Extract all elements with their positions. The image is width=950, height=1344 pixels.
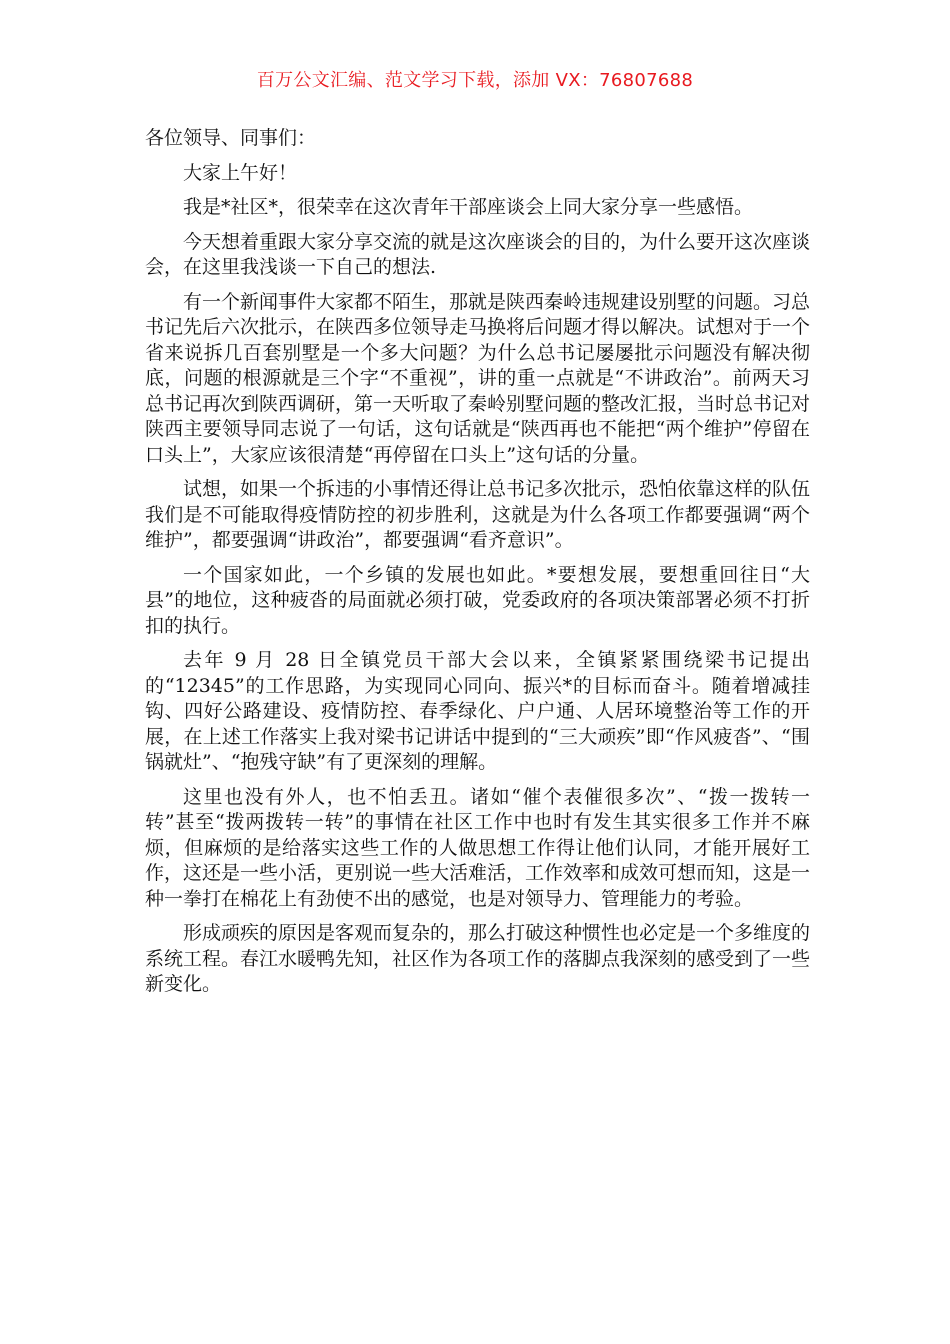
paragraph-work-problems: 这里也没有外人，也不怕丢丑。诸如“催个表催很多次”、“拨一拨转一转”甚至“拨两拨转一转”的事情在社区工作中也时有发生其实很多工作并不麻烦，但麻烦的是给落实这些工作的人做思想工作得让他们认同，才能开展好工作，这还是一些小活，更别说一些大活难活，工作效率和成效可想而知，这是一种一拳打在棉花上有劲使不出的感觉，也是对领导力、管理能力的考验。 — [145, 785, 811, 910]
paragraph-two-safeguards: 试想，如果一个拆违的小事情还得让总书记多次批示，恐怕依靠这样的队伍我们是不可能取得疫情防控的初步胜利，这就是为什么各项工作都要强调“两个维护”，都要强调“讲政治”，都要强调“看齐意识”。 — [145, 478, 811, 551]
paragraph-introduction: 我是*社区*，很荣幸在这次青年干部座谈会上同大家分享一些感悟。 — [183, 196, 754, 218]
paragraph-work-ideas: 去年 9 月 28 日全镇党员干部大会以来，全镇紧紧围绕梁书记提出的“12345”的工作思路，为实现同心同向、振兴*的目标而奋斗。随着增减挂钩、四好公路建设、疫情防控、春季绿化、户户通、人居环境整治等工作的开展，在上述工作落实上我对梁书记讲话中提到的“三大顽疾”即“作风疲沓”、“围锅就灶”、“抱残守缺”有了更深刻的理解。 — [145, 649, 810, 773]
paragraph-greeting: 大家上午好！ — [183, 161, 298, 184]
paragraph-qinling-case: 有一个新闻事件大家都不陌生，那就是陕西秦岭违规建设别墅的问题。习总书记先后六次批示，在陕西多位领导走马换将后问题才得以解决。试想对于一个省来说拆几百套别墅是一个多大问题？为什么总书记屡屡批示问题没有解决彻底，问题的根源就是三个字“不重视”，讲的重一点就是“不讲政治”。前两天习总书记再次到陕西调研，第一天听取了秦岭别墅问题的整改汇报，当时总书记对陕西主要领导同志说了一句话，这句话就是“陕西再也不能把“两个维护”停留在口头上”，大家应该很清楚“再停留在口头上”这句话的分量。 — [145, 290, 811, 466]
paragraph-purpose: 今天想着重跟大家分享交流的就是这次座谈会的目的，为什么要开这次座谈会，在这里我浅谈一下自己的想法. — [145, 230, 811, 278]
header-banner: 百万公文汇编、范文学习下载，添加 VX：76807688 — [256, 70, 694, 91]
paragraph-township-development: 一个国家如此，一个乡镇的发展也如此。*要想发展，要想重回往日“大县”的地位，这种疲沓的局面就必须打破，党委政府的各项决策部署必须不打折扣的执行。 — [145, 563, 810, 637]
salutation: 各位领导、同事们： — [145, 127, 317, 149]
document-body — [145, 126, 810, 1007]
paragraph-causes: 形成顽疾的原因是客观而复杂的，那么打破这种惯性也必定是一个多维度的系统工程。春江水暖鸭先知，社区作为各项工作的落脚点我深刻的感受到了一些新变化。 — [145, 922, 811, 995]
